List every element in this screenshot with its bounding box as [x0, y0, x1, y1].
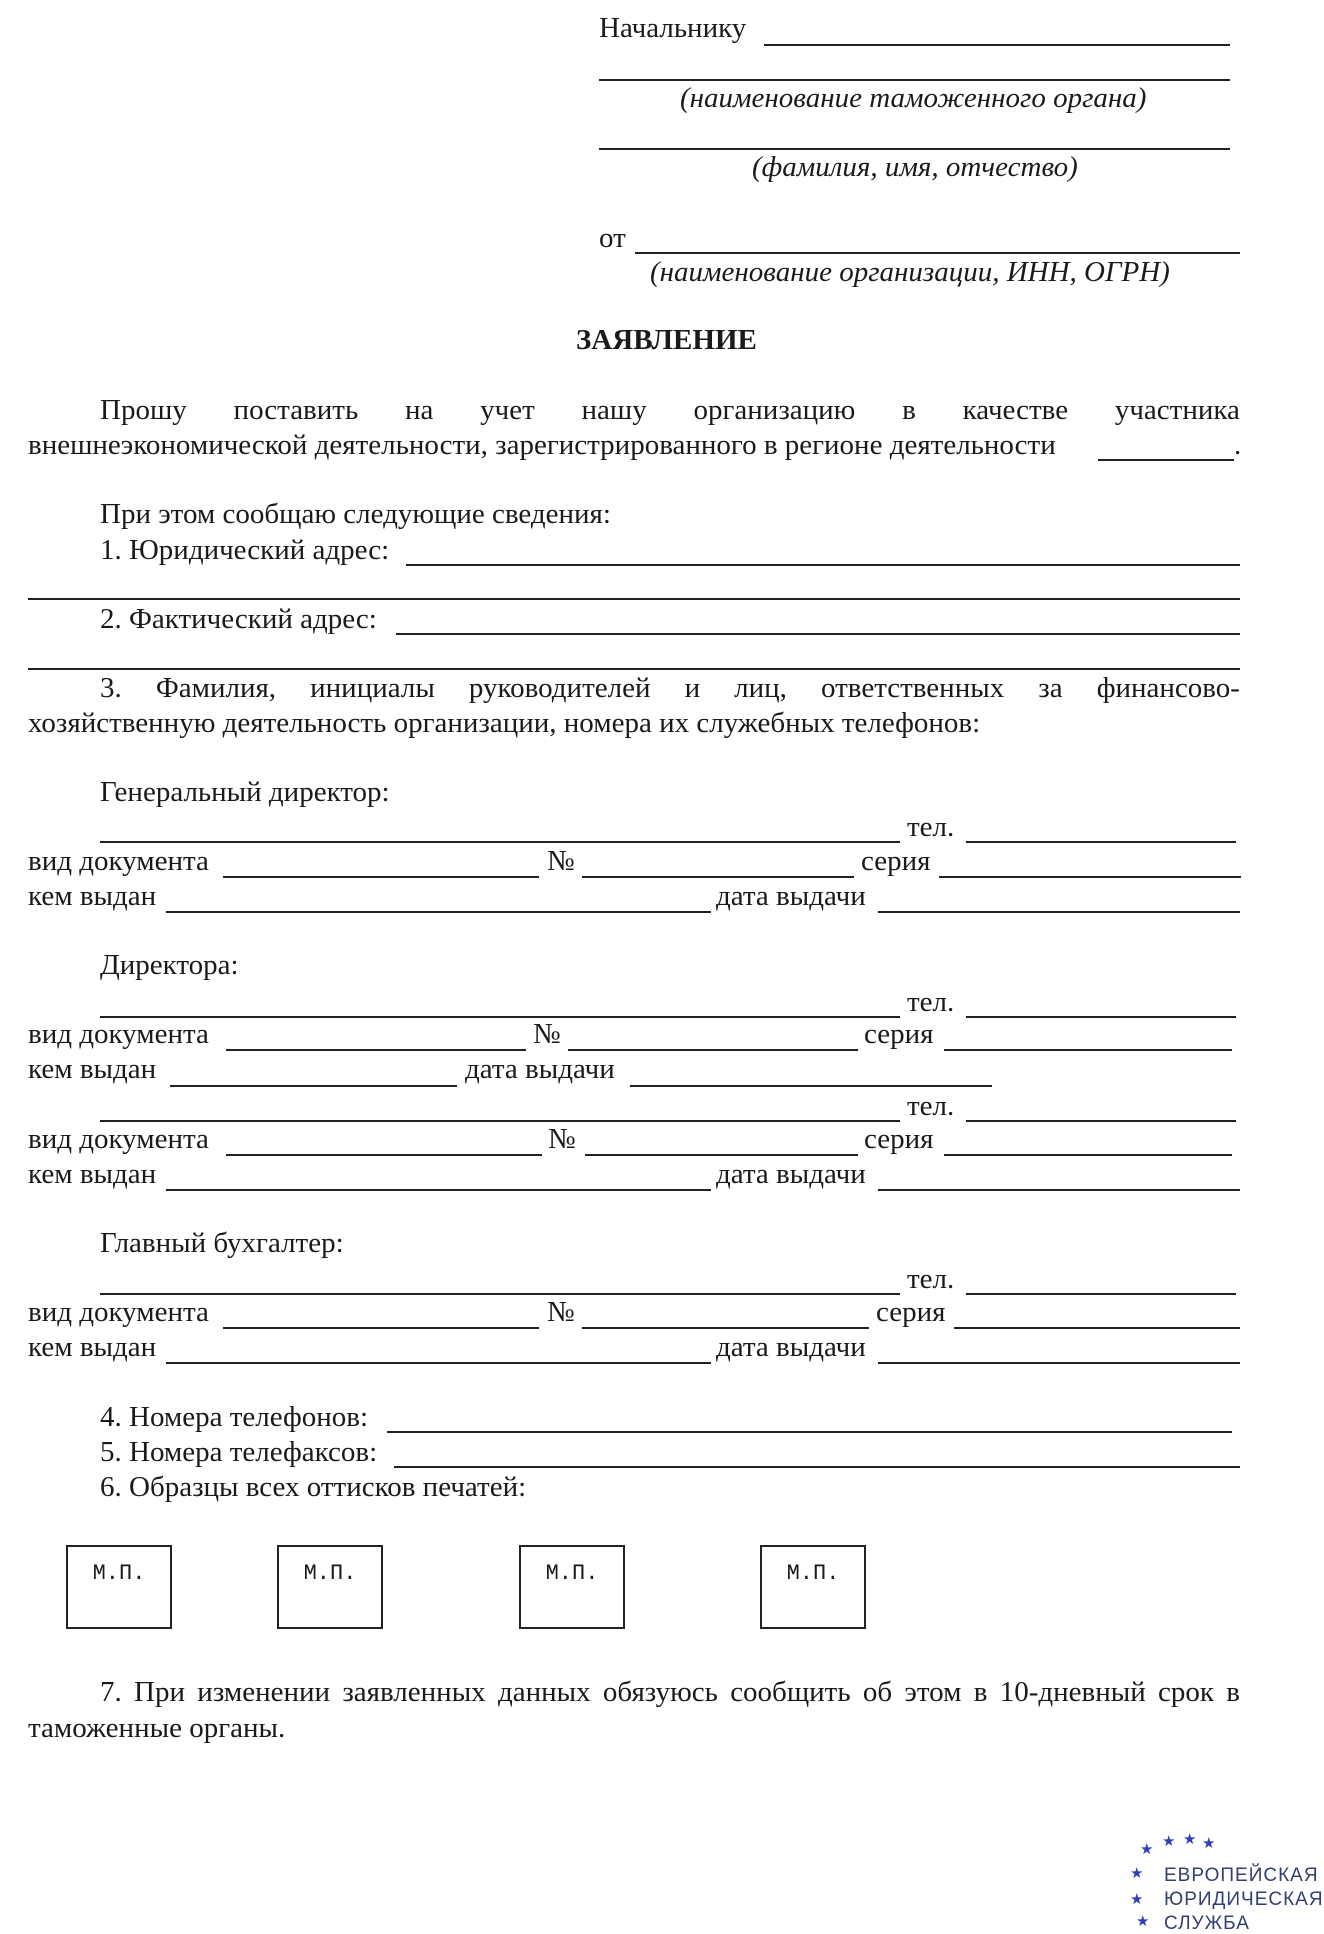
- gd-issue-date-field[interactable]: [878, 911, 1240, 913]
- gd-series-label: серия: [861, 845, 931, 877]
- acc-issued-by-field[interactable]: [166, 1362, 711, 1364]
- stamp-label: М.П.: [303, 1561, 357, 1586]
- gd-number-label: №: [547, 845, 575, 877]
- word: поставить: [233, 394, 359, 426]
- star-icon: ★: [1202, 1834, 1216, 1852]
- actual-address-field-2[interactable]: [28, 668, 1240, 670]
- word: и: [684, 672, 701, 704]
- dir2-issued-by-label: кем выдан: [28, 1158, 157, 1190]
- acc-number-field[interactable]: [582, 1327, 869, 1329]
- stamp-label: М.П.: [92, 1561, 146, 1586]
- dir2-series-field[interactable]: [944, 1154, 1232, 1156]
- word: ответственных: [821, 672, 1005, 704]
- dir1-tel-field[interactable]: [966, 1016, 1236, 1018]
- word: за: [1038, 672, 1063, 704]
- request-line-2: внешнеэкономической деятельности, зарегистрированного в регионе деятельности: [28, 429, 1056, 461]
- customs-name-field[interactable]: [599, 79, 1230, 81]
- legal-address-field[interactable]: [406, 564, 1240, 566]
- logo-line-2: ЮРИДИЧЕСКАЯ: [1164, 1889, 1324, 1910]
- dir1-issued-by-field[interactable]: [170, 1085, 457, 1087]
- gd-series-field[interactable]: [939, 876, 1241, 878]
- dir2-number-field[interactable]: [585, 1154, 858, 1156]
- gd-doc-type-field[interactable]: [223, 876, 539, 878]
- logo-line-3: СЛУЖБА: [1164, 1913, 1250, 1934]
- gd-name-field[interactable]: [100, 841, 900, 843]
- faxes-label: 5. Номера телефаксов:: [100, 1436, 378, 1468]
- word: качестве: [962, 394, 1069, 426]
- dir2-issued-by-field[interactable]: [166, 1189, 711, 1191]
- customs-head-field[interactable]: [764, 44, 1230, 46]
- item3-line-1: [100, 674, 1240, 703]
- stamp-box-2[interactable]: [277, 1545, 383, 1629]
- word: участника: [1114, 394, 1240, 426]
- star-icon: ★: [1140, 1840, 1154, 1858]
- star-icon: ★: [1130, 1864, 1144, 1882]
- period: .: [1234, 429, 1242, 461]
- acc-series-field[interactable]: [954, 1327, 1240, 1329]
- gd-tel-field[interactable]: [966, 841, 1236, 843]
- info-intro: При этом сообщаю следующие сведения:: [100, 498, 611, 530]
- gd-issue-date-label: дата выдачи: [716, 880, 866, 912]
- final-line-2: таможенные органы.: [28, 1712, 286, 1744]
- gd-tel-label: тел.: [907, 811, 955, 843]
- word: 3.: [100, 672, 122, 704]
- dir1-doc-type-field[interactable]: [226, 1049, 526, 1051]
- phones-label: 4. Номера телефонов:: [100, 1401, 369, 1433]
- region-field[interactable]: [1098, 459, 1234, 461]
- acc-number-label: №: [547, 1296, 575, 1328]
- star-icon: ★: [1136, 1912, 1150, 1930]
- word: организацию: [693, 394, 856, 426]
- star-icon: ★: [1162, 1832, 1176, 1850]
- word: в: [902, 394, 916, 426]
- word: инициалы: [310, 672, 435, 704]
- customs-caption: (наименование таможенного органа): [680, 82, 1147, 114]
- chief-accountant-heading: Главный бухгалтер:: [100, 1227, 344, 1259]
- legal-address-label: 1. Юридический адрес:: [100, 534, 390, 566]
- dir2-doc-type-field[interactable]: [226, 1154, 542, 1156]
- acc-tel-label: тел.: [907, 1263, 955, 1295]
- word: нашу: [581, 394, 647, 426]
- dir1-doc-type-label: вид документа: [28, 1018, 209, 1050]
- dir1-issue-date-label: дата выдачи: [465, 1053, 615, 1085]
- stamp-box-3[interactable]: [519, 1545, 625, 1629]
- logo-line-1: ЕВРОПЕЙСКАЯ: [1164, 1865, 1319, 1886]
- addressee-label: Начальнику: [599, 12, 747, 44]
- word: финансово-: [1096, 672, 1240, 704]
- dir2-tel-label: тел.: [907, 1090, 955, 1122]
- dir2-doc-type-label: вид документа: [28, 1123, 209, 1155]
- from-label: от: [599, 222, 626, 254]
- actual-address-label: 2. Фактический адрес:: [100, 603, 377, 635]
- word: руководителей: [468, 672, 651, 704]
- final-line-1: 7. При изменении заявленных данных обязуюсь сообщить об этом в 10-дневный срок в: [100, 1676, 1240, 1708]
- stamp-label: М.П.: [786, 1561, 840, 1586]
- dir1-issued-by-label: кем выдан: [28, 1053, 157, 1085]
- dir2-series-label: серия: [864, 1123, 934, 1155]
- phones-field[interactable]: [387, 1431, 1232, 1433]
- stamp-box-4[interactable]: [760, 1545, 866, 1629]
- dir2-issue-date-label: дата выдачи: [716, 1158, 866, 1190]
- dir1-name-field[interactable]: [100, 1016, 900, 1018]
- stamp-label: М.П.: [545, 1561, 599, 1586]
- request-line-1: [100, 396, 1240, 425]
- gd-doc-type-label: вид документа: [28, 845, 209, 877]
- dir2-name-field[interactable]: [100, 1120, 900, 1122]
- gd-issued-by-label: кем выдан: [28, 880, 157, 912]
- dir1-number-label: №: [533, 1018, 561, 1050]
- dir1-series-field[interactable]: [944, 1049, 1232, 1051]
- directors-heading: Директора:: [100, 949, 239, 981]
- dir2-number-label: №: [548, 1123, 576, 1155]
- fio-field[interactable]: [599, 148, 1230, 150]
- organization-caption: (наименование организации, ИНН, ОГРН): [650, 256, 1170, 288]
- general-director-heading: Генеральный директор:: [100, 776, 390, 808]
- dir1-number-field[interactable]: [568, 1049, 858, 1051]
- document-title: ЗАЯВЛЕНИЕ: [576, 324, 757, 356]
- acc-doc-type-label: вид документа: [28, 1296, 209, 1328]
- organization-field[interactable]: [635, 252, 1240, 254]
- legal-address-field-2[interactable]: [28, 598, 1240, 600]
- faxes-field[interactable]: [394, 1466, 1240, 1468]
- acc-issue-date-field[interactable]: [878, 1362, 1240, 1364]
- word: учет: [480, 394, 535, 426]
- fio-caption: (фамилия, имя, отчество): [752, 151, 1078, 183]
- european-legal-service-logo: [1128, 1830, 1324, 1934]
- word: Фамилия,: [155, 672, 277, 704]
- dir1-tel-label: тел.: [907, 986, 955, 1018]
- star-icon: ★: [1183, 1830, 1197, 1848]
- word: Прошу: [100, 394, 187, 426]
- acc-series-label: серия: [876, 1296, 946, 1328]
- dir1-series-label: серия: [864, 1018, 934, 1050]
- acc-issued-by-label: кем выдан: [28, 1331, 157, 1363]
- word: лиц,: [734, 672, 787, 704]
- dir2-tel-field[interactable]: [966, 1120, 1236, 1122]
- gd-issued-by-field[interactable]: [166, 911, 711, 913]
- dir1-issue-date-field[interactable]: [630, 1085, 992, 1087]
- item3-line-2: хозяйственную деятельность организации, номера их служебных телефонов:: [28, 707, 981, 739]
- dir2-issue-date-field[interactable]: [878, 1189, 1240, 1191]
- star-icon: ★: [1130, 1890, 1144, 1908]
- acc-name-field[interactable]: [100, 1293, 900, 1295]
- acc-issue-date-label: дата выдачи: [716, 1331, 866, 1363]
- word: на: [404, 394, 434, 426]
- stamp-box-1[interactable]: [66, 1545, 172, 1629]
- stamps-label: 6. Образцы всех оттисков печатей:: [100, 1471, 527, 1503]
- acc-doc-type-field[interactable]: [223, 1327, 539, 1329]
- acc-tel-field[interactable]: [966, 1293, 1236, 1295]
- actual-address-field[interactable]: [396, 633, 1240, 635]
- gd-number-field[interactable]: [582, 876, 854, 878]
